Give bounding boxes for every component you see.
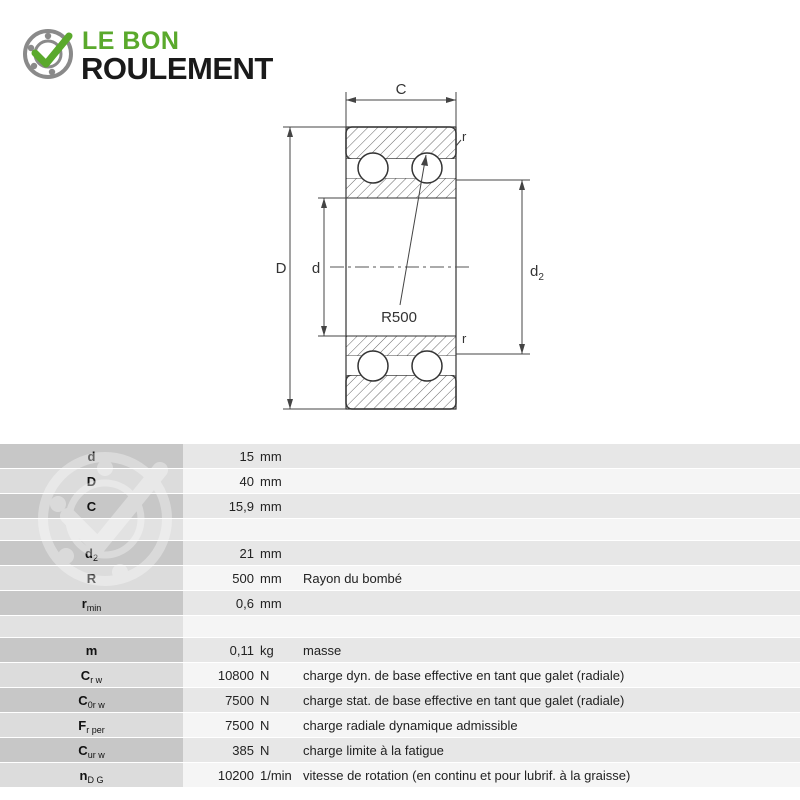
value-curw: 385	[232, 743, 254, 758]
symbol-d: d	[87, 449, 96, 464]
desc-R: Rayon du bombé	[303, 571, 403, 586]
label-d2: d	[530, 263, 539, 280]
unit-m: kg	[260, 643, 274, 658]
bearing-drawing	[260, 70, 560, 430]
value-d: 15	[239, 449, 254, 464]
label-d-outer: D	[275, 260, 287, 277]
value-D: 40	[239, 474, 254, 489]
symbol-R: R	[86, 571, 97, 586]
symbol-c0rw: $C_{0r w}$	[78, 693, 105, 710]
label-r500: R500	[381, 309, 417, 326]
symbol-curw: $C_{ur w}$	[78, 743, 105, 760]
unit-curw: N	[260, 743, 270, 758]
value-R: 500	[232, 571, 254, 586]
symbol-d2: $d_2$	[85, 546, 98, 563]
spec-row-ndg	[0, 763, 800, 787]
desc-m: masse	[303, 643, 342, 658]
unit-d2: mm	[260, 546, 282, 561]
unit-d: mm	[260, 449, 282, 464]
spec-row-crw	[0, 663, 800, 687]
brand-name-line1: LE BON	[82, 27, 180, 55]
spec-row-frper	[0, 713, 800, 737]
unit-c0rw: N	[260, 693, 270, 708]
spec-row-m	[0, 638, 800, 662]
value-m: 0,11	[229, 643, 254, 658]
symbol-C: C	[86, 499, 97, 514]
value-ndg: 10200	[217, 768, 254, 783]
unit-frper: N	[260, 718, 270, 733]
svg-text:d2	[530, 263, 544, 283]
unit-rmin: mm	[260, 596, 282, 611]
desc-c0rw: charge stat. de base effective en tant que galet (radiale)	[303, 693, 625, 708]
symbol-crw: $C_{r w}$	[80, 668, 103, 685]
value-d2: 21	[239, 546, 254, 561]
symbol-rmin: $r_{min}$	[81, 596, 102, 613]
symbol-D: D	[86, 474, 97, 489]
spec-table	[0, 444, 800, 800]
spec-spacer	[0, 616, 800, 637]
watermark-logo-icon	[30, 444, 180, 594]
desc-ndg: vitesse de rotation (en continu et pour lubrif. à la graisse)	[303, 768, 631, 783]
unit-D: mm	[260, 474, 282, 489]
value-rmin: 0,6	[235, 596, 254, 611]
unit-R: mm	[260, 571, 282, 586]
spec-row-curw	[0, 738, 800, 762]
desc-curw: charge limite à la fatigue	[303, 743, 444, 758]
label-r-mid: r	[462, 331, 467, 346]
spec-row-rmin	[0, 591, 800, 615]
label-d2-sub: 2	[538, 272, 544, 283]
label-r-top: r	[462, 129, 467, 144]
value-c0rw: 7500	[225, 693, 254, 708]
value-C: 15,9	[228, 499, 254, 514]
desc-frper: charge radiale dynamique admissible	[303, 718, 518, 733]
desc-crw: charge dyn. de base effective en tant que galet (radiale)	[303, 668, 625, 683]
spec-row-c0rw	[0, 688, 800, 712]
bearing-check-icon	[22, 28, 74, 80]
unit-C: mm	[260, 499, 282, 514]
brand-name-line2: ROULEMENT	[81, 51, 273, 86]
symbol-ndg: $n_{D G}$	[79, 768, 104, 785]
unit-crw: N	[260, 668, 270, 683]
value-crw: 10800	[217, 668, 254, 683]
value-frper: 7500	[225, 718, 254, 733]
label-c: C	[395, 81, 407, 98]
symbol-frper: $F_{r per}$	[78, 718, 105, 735]
unit-ndg: 1/min	[260, 768, 292, 783]
label-d-inner: d	[311, 260, 321, 277]
symbol-m: m	[85, 643, 98, 658]
